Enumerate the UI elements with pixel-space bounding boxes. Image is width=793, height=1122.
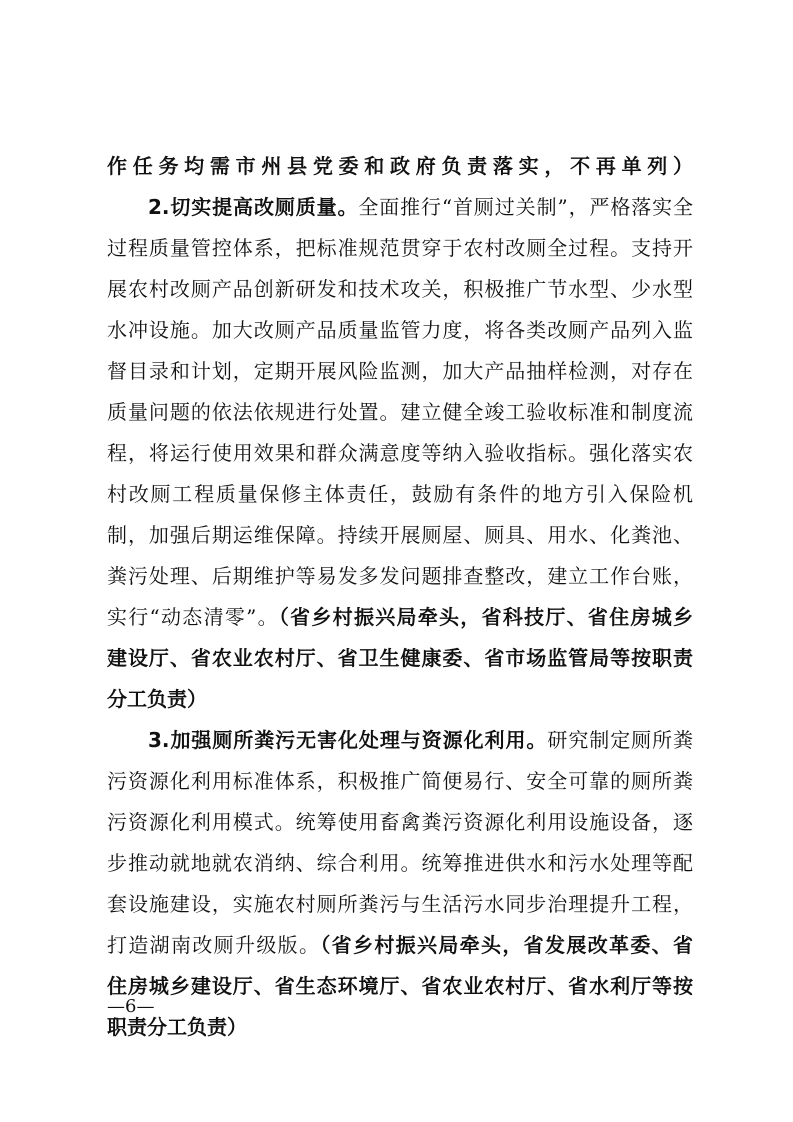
text-line [107, 187, 693, 228]
bold-text: （省乡村振兴局牵头，省科技厅、省住房城乡 [278, 605, 693, 629]
text-line [107, 925, 693, 966]
text-line [107, 720, 693, 761]
text-line [107, 310, 693, 351]
text-line [107, 966, 693, 1007]
bold-text: 职责分工负责） [107, 1015, 247, 1039]
bold-text: 作任务均需市州县党委和政府负责落实，不再单列） [107, 154, 693, 178]
text-line [107, 556, 693, 597]
text-line [107, 474, 693, 515]
text-line [107, 679, 693, 720]
text-line [107, 392, 693, 433]
text-line [107, 597, 693, 638]
page-number: —6— [107, 996, 155, 1017]
body-text [107, 146, 693, 1048]
normal-text: 水冲设施。加大改厕产品质量监管力度，将各类改厕产品列入监 [107, 318, 693, 342]
normal-text: 程，将运行使用效果和群众满意度等纳入验收指标。强化落实农 [107, 441, 693, 465]
normal-text: 质量问题的依法依规进行处置。建立健全竣工验收标准和制度流 [107, 400, 693, 424]
normal-text: 过程质量管控体系，把标准规范贯穿于农村改厕全过程。支持开 [107, 236, 693, 260]
text-line [107, 269, 693, 310]
text-line [107, 843, 693, 884]
normal-text: 全面推行“首厕过关制”，严格落实全 [358, 195, 693, 219]
normal-text: 制，加强后期运维保障。持续开展厕屋、厕具、用水、化粪池、 [107, 523, 693, 547]
normal-text: 步推动就地就农消纳、综合利用。统筹推进供水和污水处理等配 [107, 851, 693, 875]
text-line [107, 638, 693, 679]
text-line [107, 351, 693, 392]
normal-text: 粪污处理、后期维护等易发多发问题排查整改，建立工作台账， [107, 564, 693, 588]
normal-text: 套设施建设，实施农村厕所粪污与生活污水同步治理提升工程， [107, 892, 693, 916]
normal-text: 展农村改厕产品创新研发和技术攻关，积极推广节水型、少水型 [107, 277, 693, 301]
text-line [107, 146, 693, 187]
text-line [107, 1007, 693, 1048]
section-heading: 3.加强厕所粪污无害化处理与资源化利用。 [148, 728, 548, 752]
normal-text: 实行“动态清零”。 [107, 605, 279, 629]
normal-text: 污资源化利用模式。统筹使用畜禽粪污资源化利用设施设备，逐 [107, 810, 693, 834]
text-line [107, 761, 693, 802]
text-line [107, 802, 693, 843]
bold-text: 建设厅、省农业农村厅、省卫生健康委、省市场监管局等按职责 [107, 646, 693, 670]
normal-text: 污资源化利用标准体系，积极推广简便易行、安全可靠的厕所粪 [107, 769, 693, 793]
bold-text: 分工负责） [107, 687, 207, 711]
section-heading: 2.切实提高改厕质量。 [148, 195, 359, 219]
normal-text: 村改厕工程质量保修主体责任，鼓励有条件的地方引入保险机 [107, 482, 693, 506]
normal-text: 督目录和计划，定期开展风险监测，加大产品抽样检测，对存在 [107, 359, 693, 383]
bold-text: （省乡村振兴局牵头，省发展改革委、省 [320, 933, 693, 957]
bold-text: 住房城乡建设厅、省生态环境厅、省农业农村厅、省水利厅等按 [107, 974, 693, 998]
text-line [107, 228, 693, 269]
normal-text: 打造湖南改厕升级版。 [107, 933, 321, 957]
text-line [107, 884, 693, 925]
text-line [107, 515, 693, 556]
normal-text: 研究制定厕所粪 [547, 728, 693, 752]
text-line [107, 433, 693, 474]
